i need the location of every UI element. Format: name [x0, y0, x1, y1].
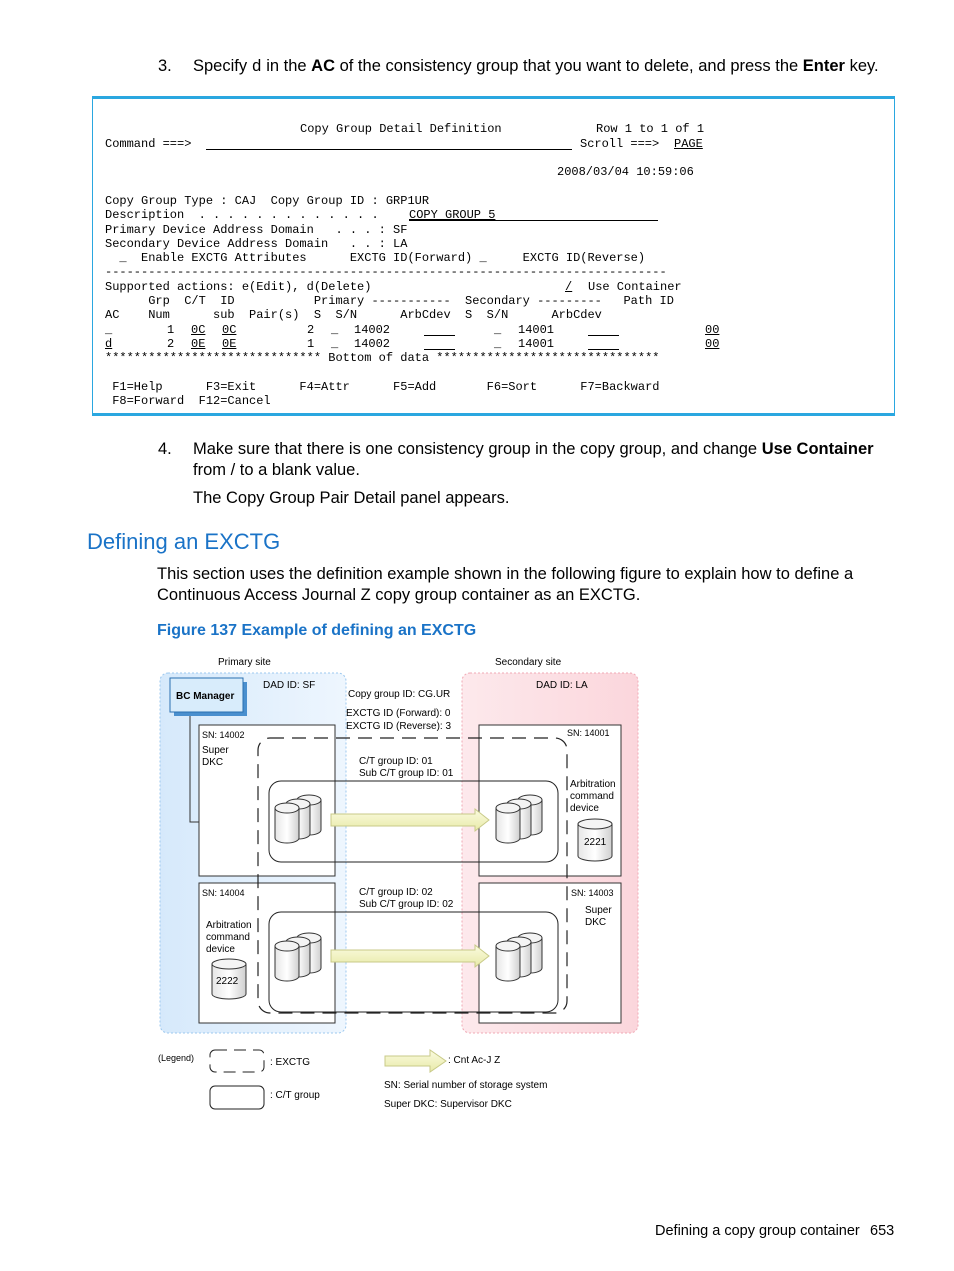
command-label: Command ===> — [105, 137, 192, 151]
copy-group-detail-panel — [92, 96, 895, 416]
secondary-domain-line: Secondary Device Address Domain . . : LA — [105, 237, 408, 251]
step-4-line-2: from / to a blank value. — [193, 461, 360, 479]
legend-label: (Legend) — [158, 1053, 195, 1063]
bottom-of-data: ****************************** Bottom of data ******************************* — [105, 351, 660, 365]
footer-title: Defining a copy group container — [655, 1223, 860, 1239]
legend-sn-text: SN: Serial number of storage system — [384, 1080, 548, 1091]
dkc-label: DKC — [202, 757, 224, 768]
legend-cnt-arrow — [385, 1050, 446, 1072]
row-path-id[interactable]: 00 — [705, 337, 720, 351]
row-ct-id[interactable]: 0E — [191, 337, 206, 351]
super-label: Super — [202, 745, 229, 756]
page-number: 653 — [870, 1223, 895, 1239]
sn-14001-label: SN: 14001 — [567, 728, 610, 738]
device-2221-label: 2221 — [584, 837, 607, 848]
sn-14004-label: SN: 14004 — [202, 888, 245, 898]
command-label: command — [206, 932, 250, 943]
row-primary-arbcdev[interactable] — [424, 349, 455, 350]
sn-14003-label: SN: 14003 — [571, 888, 614, 898]
function-keys-2: F8=Forward F12=Cancel — [105, 394, 271, 408]
bc-manager-label: BC Manager — [176, 691, 235, 702]
description-underline — [409, 220, 658, 221]
command-input-line[interactable] — [206, 149, 572, 150]
arbitration-label: Arbitration — [570, 779, 616, 790]
command-label: command — [570, 791, 614, 802]
legend-ct-symbol — [210, 1086, 264, 1109]
dad-la-label: DAD ID: LA — [536, 680, 588, 691]
row-ac-field[interactable]: d — [105, 337, 113, 351]
step-text: Specify d in the AC of the consistency group that you want to delete, and press the Enter key. — [193, 57, 879, 76]
legend-super-text: Super DKC: Supervisor DKC — [384, 1099, 512, 1110]
dkc-label: DKC — [585, 917, 607, 928]
legend-exctg-symbol — [210, 1050, 264, 1072]
exctg-forward: EXCTG ID (Forward): 0 — [346, 708, 451, 719]
legend-ct-text: : C/T group — [270, 1090, 320, 1101]
row-num: 2 — [167, 337, 175, 351]
copy-group-id: Copy group ID: CG.UR — [348, 689, 451, 700]
secondary-site-label: Secondary site — [495, 657, 562, 668]
row-secondary-s[interactable]: _ — [494, 337, 502, 351]
primary-site-label: Primary site — [218, 657, 271, 668]
legend-cnt-text: : Cnt Ac-J Z — [448, 1055, 501, 1066]
super-label: Super — [585, 905, 612, 916]
row-ac-field[interactable]: _ — [105, 323, 113, 337]
sub-ct-group-1-label: Sub C/T group ID: 01 — [359, 768, 454, 779]
scroll-value[interactable]: PAGE — [674, 137, 703, 151]
arbitration-label: Arbitration — [206, 920, 252, 931]
legend-exctg-text: : EXCTG — [270, 1057, 311, 1068]
copy-group-type-line: Copy Group Type : CAJ Copy Group ID : GRP1UR — [105, 194, 430, 208]
row-num: 1 — [167, 323, 175, 337]
supported-actions: Supported actions: e(Edit), d(Delete) — [105, 280, 372, 294]
row-primary-s[interactable]: _ — [331, 323, 339, 337]
step-text: Make sure that there is one consistency group in the copy group, and change Use Container — [193, 440, 874, 458]
row-secondary-arbcdev[interactable] — [588, 335, 619, 336]
row-indicator: Row 1 to 1 of 1 — [596, 122, 705, 136]
row-secondary-arbcdev[interactable] — [588, 349, 619, 350]
panel-title: Copy Group Detail Definition — [300, 122, 502, 136]
row-pairs: 2 — [307, 323, 315, 337]
row-secondary-s[interactable]: _ — [494, 323, 502, 337]
row-primary-s[interactable]: _ — [331, 337, 339, 351]
row-path-id[interactable]: 00 — [705, 323, 720, 337]
row-sub-id[interactable]: 0E — [222, 337, 237, 351]
row-primary-sn: 14002 — [354, 337, 391, 351]
step-number: 3. — [158, 57, 172, 75]
description-field[interactable]: COPY GROUP 5 — [409, 208, 496, 222]
device-label: device — [570, 803, 599, 814]
table-header-1: Grp C/T ID Primary ----------- Secondary --------- Path ID — [105, 294, 674, 308]
row-secondary-sn: 14001 — [518, 337, 555, 351]
device-label: device — [206, 944, 235, 955]
row-primary-arbcdev[interactable] — [424, 335, 455, 336]
enable-exctg-line: _ Enable EXCTG Attributes EXCTG ID(Forward) _ EXCTG ID(Reverse) — [105, 251, 646, 265]
figure-caption: Figure 137 Example of defining an EXCTG — [157, 622, 477, 639]
dad-sf-label: DAD ID: SF — [263, 680, 316, 691]
exctg-diagram — [150, 650, 670, 1120]
datetime: 2008/03/04 10:59:06 — [557, 165, 694, 179]
step-4-line-3: The Copy Group Pair Detail panel appears. — [193, 489, 510, 507]
exctg-figure — [150, 650, 670, 1120]
primary-domain-line: Primary Device Address Domain . . . : SF — [105, 223, 408, 237]
description-label: Description . . . . . . . . . . . . . — [105, 208, 379, 222]
use-container-label: Use Container — [588, 280, 682, 294]
sn-14002-label: SN: 14002 — [202, 730, 245, 740]
ct-group-2-label: C/T group ID: 02 — [359, 887, 433, 898]
intro-line-1: This section uses the definition example shown in the following figure to explain how to define a — [157, 565, 854, 583]
row-sub-id[interactable]: 0C — [222, 323, 237, 337]
section-title: Defining an EXCTG — [87, 529, 281, 554]
exctg-reverse: EXCTG ID (Reverse): 3 — [346, 721, 452, 732]
step-number: 4. — [158, 440, 172, 458]
scroll-label: Scroll ===> — [580, 137, 660, 151]
row-primary-sn: 14002 — [354, 323, 391, 337]
intro-line-2: Continuous Access Journal Z copy group container as an EXCTG. — [157, 586, 641, 604]
sub-ct-group-2-label: Sub C/T group ID: 02 — [359, 899, 454, 910]
use-container-field[interactable]: / — [565, 280, 573, 294]
device-2222-label: 2222 — [216, 976, 239, 987]
function-keys-1: F1=Help F3=Exit F4=Attr F5=Add F6=Sort F7=Backward — [105, 380, 660, 394]
row-pairs: 1 — [307, 337, 315, 351]
separator: ------------------------------------------------------------------------------ — [105, 265, 667, 279]
table-header-2: AC Num sub Pair(s) S S/N ArbCdev S S/N ArbCdev — [105, 308, 602, 322]
row-ct-id[interactable]: 0C — [191, 323, 206, 337]
row-secondary-sn: 14001 — [518, 323, 555, 337]
ct-group-1-label: C/T group ID: 01 — [359, 756, 433, 767]
